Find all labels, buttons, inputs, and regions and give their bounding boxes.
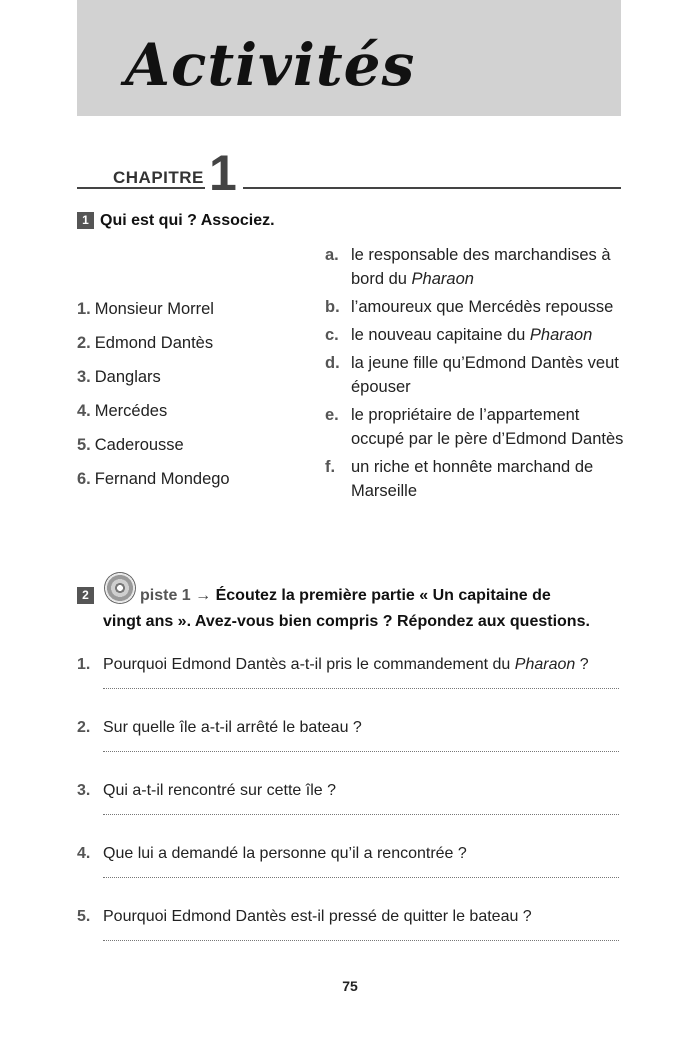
character-name: Mercédes <box>94 402 168 420</box>
exercise-2-number: 2 <box>77 587 94 604</box>
character-number: 6. <box>77 470 91 488</box>
question-text: Sur quelle île a-t-il arrêté le bateau ? <box>103 719 362 736</box>
list-item <box>77 402 230 436</box>
description-text: le nouveau capitaine du <box>351 326 530 344</box>
character-number: 5. <box>77 436 91 454</box>
chapter-label: CHAPITRE <box>113 168 204 187</box>
character-list <box>77 300 230 504</box>
exercise-2-instruction-line-2: vingt ans ». Avez-vous bien compris ? Répondez aux questions. <box>103 613 590 630</box>
chapter-number: 1 <box>209 145 237 201</box>
list-item <box>325 403 625 451</box>
description-text: le responsable des marchandises à bord du <box>351 246 611 288</box>
description-text: la jeune fille qu’Edmond Dantès veut épouser <box>351 354 619 396</box>
character-number: 2. <box>77 334 91 352</box>
list-item <box>77 436 230 470</box>
description-letter: e. <box>325 406 339 424</box>
ship-name: Pharaon <box>514 656 576 673</box>
answer-line[interactable] <box>103 814 619 815</box>
list-item <box>325 351 625 399</box>
exercise-2-heading <box>77 572 637 635</box>
question-text: Que lui a demandé la personne qu’il a rencontrée ? <box>103 845 467 862</box>
description-letter: c. <box>325 326 339 344</box>
description-list <box>325 243 625 507</box>
list-item <box>77 368 230 402</box>
list-item <box>77 719 621 782</box>
list-item <box>325 323 625 347</box>
answer-line[interactable] <box>103 751 619 752</box>
answer-line[interactable] <box>103 688 619 689</box>
question-text-end: ? <box>575 656 589 673</box>
list-item <box>77 470 230 504</box>
chapter-rule-right <box>243 187 621 189</box>
list-item <box>77 300 230 334</box>
answer-line[interactable] <box>103 940 619 941</box>
character-name: Danglars <box>94 368 161 386</box>
character-number: 4. <box>77 402 91 420</box>
exercise-1-instruction: Qui est qui ? Associez. <box>100 212 275 229</box>
description-text: l’amoureux que Mercédès repousse <box>351 298 614 316</box>
question-number: 3. <box>77 782 91 799</box>
arrow-right-icon: → <box>195 587 212 604</box>
ship-name: Pharaon <box>411 270 474 288</box>
page-number: 75 <box>342 978 358 994</box>
description-letter: f. <box>325 458 336 476</box>
list-item <box>77 845 621 908</box>
description-letter: d. <box>325 354 340 372</box>
list-item <box>77 656 621 719</box>
character-name: Monsieur Morrel <box>94 300 214 318</box>
answer-line[interactable] <box>103 877 619 878</box>
description-letter: b. <box>325 298 340 316</box>
list-item <box>77 782 621 845</box>
character-number: 3. <box>77 368 91 386</box>
question-text-main: Pourquoi Edmond Dantès a-t-il pris le commandement du <box>103 656 515 673</box>
audio-track-label: piste 1 <box>140 587 191 604</box>
ship-name: Pharaon <box>529 326 593 344</box>
question-number: 1. <box>77 656 91 673</box>
question-text <box>103 656 589 674</box>
list-item <box>77 334 230 368</box>
list-item <box>325 455 625 503</box>
question-text: Pourquoi Edmond Dantès est-il pressé de quitter le bateau ? <box>103 908 532 925</box>
cd-icon <box>104 572 136 604</box>
description-letter: a. <box>325 246 339 264</box>
question-number: 5. <box>77 908 91 925</box>
character-name: Edmond Dantès <box>94 334 214 352</box>
question-text: Qui a-t-il rencontré sur cette île ? <box>103 782 336 799</box>
character-name: Fernand Mondego <box>94 470 230 488</box>
question-number: 2. <box>77 719 91 736</box>
list-item <box>77 908 621 971</box>
description-text: un riche et honnête marchand de Marseille <box>351 458 594 500</box>
chapter-heading <box>77 145 621 201</box>
question-list <box>77 656 621 971</box>
banner-title: Activités <box>125 31 416 99</box>
list-item <box>325 243 625 291</box>
exercise-1-heading <box>77 212 275 230</box>
exercise-2-instruction-line-1: Écoutez la première partie « Un capitaine de <box>215 587 551 604</box>
description-text: le propriétaire de l’appartement occupé par le père d’Edmond Dantès <box>351 406 624 448</box>
list-item <box>325 295 625 319</box>
activities-banner <box>77 0 621 116</box>
character-name: Caderousse <box>94 436 184 454</box>
question-number: 4. <box>77 845 91 862</box>
character-number: 1. <box>77 300 91 318</box>
exercise-1-number: 1 <box>77 212 94 229</box>
